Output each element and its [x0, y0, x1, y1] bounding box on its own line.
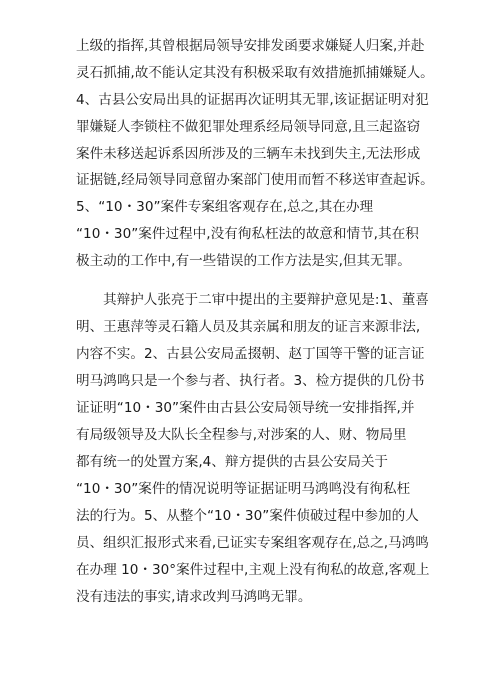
text-line: 证据链,经局领导同意留办案部门使用而暂不移送审查起诉。 [76, 172, 434, 188]
paragraph-first-line: 其辩护人张亮于二审中提出的主要辩护意见是:1、董喜 [103, 292, 429, 308]
text-line: 员、组织汇报形式来看,已证实专案组客观存在,总之,马鸿鸣 [76, 535, 429, 551]
text-line: 都有统一的处置方案,4、辩方提供的古县公安局关于 [76, 454, 389, 470]
text-line: 法的行为。5、从整个“10・30”案件侦破过程中参加的人 [76, 508, 419, 524]
text-line: 罪嫌疑人李锁柱不做犯罪处理系经局领导同意,且三起盗窃 [76, 119, 421, 135]
text-line: 明、王惠萍等灵石籍人员及其亲属和朋友的证言来源非法, [76, 319, 421, 335]
text-line: “10・30”案件过程中,没有徇私枉法的故意和情节,其在积 [76, 226, 419, 242]
text-line: 内容不实。2、古县公安局孟掇朝、赵丁国等干警的证言证 [76, 346, 425, 362]
text-line: 明马鸿鸣只是一个参与者、执行者。3、检方提供的几份书 [76, 373, 425, 389]
text-line: 5、“10・30”案件专案组客观存在,总之,其在办理 [76, 199, 374, 215]
text-line: 4、古县公安局出具的证据再次证明其无罪,该证据证明对犯 [76, 92, 429, 108]
text-line: “10・30”案件的情况说明等证据证明马鸿鸣没有徇私枉 [76, 481, 411, 497]
text-line: 案件未移送起诉系因所涉及的三辆车未找到失主,无法形成 [76, 146, 421, 162]
text-line: 没有违法的事实,请求改判马鸿鸣无罪。 [76, 589, 312, 605]
text-line: 上级的指挥,其曾根据局领导安排发函要求嫌疑人归案,并赴 [76, 38, 425, 54]
text-line: 在办理 10・30°案件过程中,主观上没有徇私的故意,客观上 [76, 562, 430, 578]
text-line: 证证明“10・30”案件由古县公安局领导统一安排指挥,并 [76, 400, 415, 416]
text-line: 极主动的工作中,有一些错误的工作方法是实,但其无罪。 [76, 253, 411, 269]
text-line: 灵石抓捕,故不能认定其没有积极采取有效措施抓捕嫌疑人。 [76, 65, 434, 81]
text-line: 有局级领导及大队长全程参与,对涉案的人、财、物局里 [76, 427, 407, 443]
